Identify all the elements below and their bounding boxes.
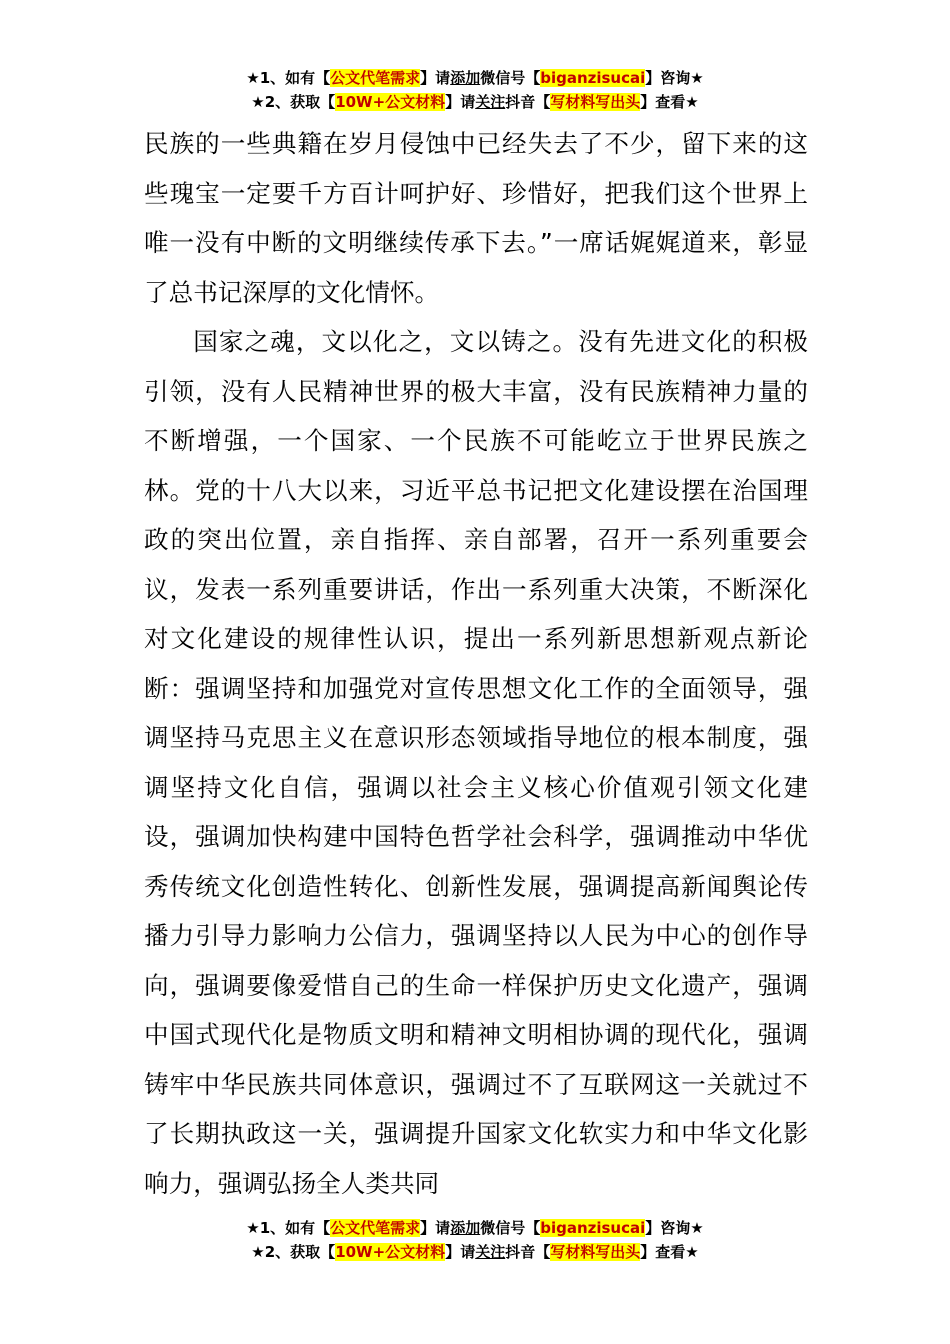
banner-text: 】请 [445, 1243, 476, 1261]
banner-highlight-materials: 10W+公文材料 [335, 93, 446, 111]
banner-line-1 [0, 1216, 950, 1240]
banner-emphasis: 关注 [475, 93, 506, 111]
banner-text: 微信号【 [480, 69, 541, 87]
banner-line-1 [0, 66, 950, 90]
banner-text: ★2、获取【 [251, 93, 336, 111]
banner-text: ★1、如有【 [246, 1219, 331, 1237]
banner-text: ★1、如有【 [246, 69, 331, 87]
banner-text: 抖音【 [505, 93, 551, 111]
banner-highlight-wechat-id: biganzisucai [540, 1219, 646, 1237]
banner-text: 】咨询★ [645, 1219, 704, 1237]
banner-emphasis: 添加 [450, 69, 481, 87]
banner-text: 】咨询★ [645, 69, 704, 87]
banner-line-2 [0, 90, 950, 114]
banner-line-2 [0, 1240, 950, 1264]
banner-text: 】请 [420, 1219, 451, 1237]
document-body [144, 119, 808, 1208]
banner-text: 】请 [445, 93, 476, 111]
header-banner [0, 66, 950, 114]
banner-emphasis: 关注 [475, 1243, 506, 1261]
banner-emphasis: 添加 [450, 1219, 481, 1237]
banner-text: 】请 [420, 69, 451, 87]
banner-highlight-douyin: 写材料写出头 [550, 93, 641, 111]
footer-banner [0, 1216, 950, 1264]
banner-highlight-materials: 10W+公文材料 [335, 1243, 446, 1261]
banner-highlight-douyin: 写材料写出头 [550, 1243, 641, 1261]
banner-highlight-wechat-id: biganzisucai [540, 69, 646, 87]
banner-text: 】查看★ [640, 93, 699, 111]
banner-text: 】查看★ [640, 1243, 699, 1261]
paragraph: 民族的一些典籍在岁月侵蚀中已经失去了不少，留下来的这些瑰宝一定要千方百计呵护好、珍惜好，把我们这个世界上唯一没有中断的文明继续传承下去。”一席话娓娓道来，彰显了总书记深厚的文化情怀。 [144, 129, 808, 307]
paragraph: 国家之魂，文以化之，文以铸之。没有先进文化的积极引领，没有人民精神世界的极大丰富，没有民族精神力量的不断增强，一个国家、一个民族不可能屹立于世界民族之林。党的十八大以来，习近平总书记把文化建设摆在治国理政的突出位置，亲自指挥、亲自部署，召开一系列重要会议，发表一系列重要讲话，作出一系列重大决策，不断深化对文化建设的规律性认识，提出一系列新思想新观点新论断：强调坚持和加强党对宣传思想文化工作的全面领导，强调坚持马克思主义在意识形态领域指导地位的根本制度，强调坚持文化自信，强调以社会主义核心价值观引领文化建设，强调加快构建中国特色哲学社会科学，强调推动中华优秀传统文化创造性转化、创新性发展，强调提高新闻舆论传播力引导力影响力公信力，强调坚持以人民为中心的创作导向，强调要像爱惜自己的生命一样保护历史文化遗产，强调中国式现代化是物质文明和精神文明相协调的现代化，强调铸牢中华民族共同体意识，强调过不了互联网这一关就过不了长期执政这一关，强调提升国家文化软实力和中华文化影响力，强调弘扬全人类共同 [144, 327, 808, 1198]
banner-text: ★2、获取【 [251, 1243, 336, 1261]
banner-text: 抖音【 [505, 1243, 551, 1261]
banner-highlight-service: 公文代笔需求 [330, 69, 421, 87]
banner-highlight-service: 公文代笔需求 [330, 1219, 421, 1237]
banner-text: 微信号【 [480, 1219, 541, 1237]
